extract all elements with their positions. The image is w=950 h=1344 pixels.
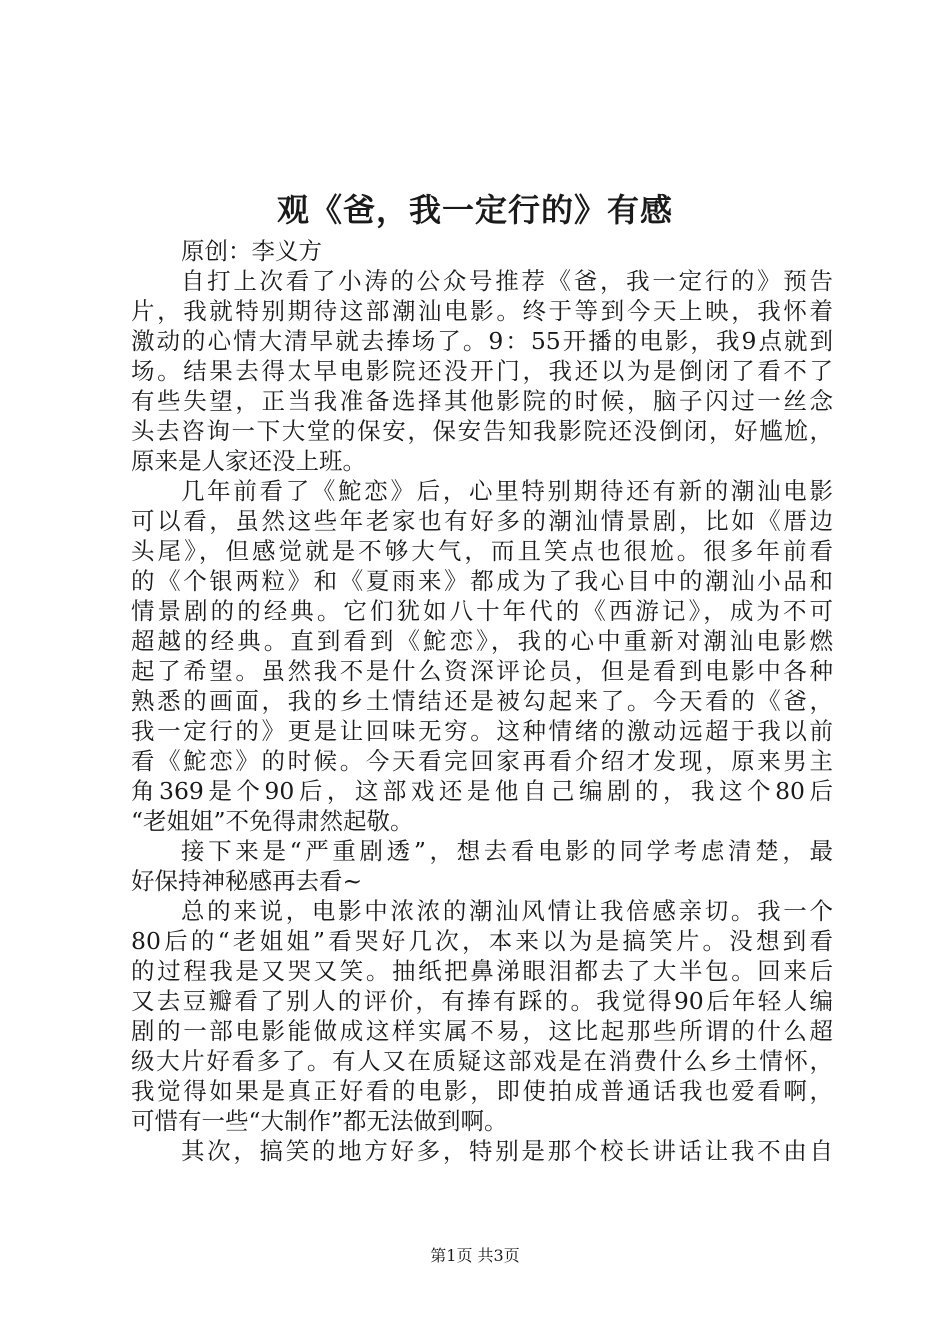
document-body	[131, 236, 833, 1166]
document-title: 观《爸，我一定行的》有感	[276, 191, 673, 229]
text-line: 80后的“老姐姐”看哭好几次，本来以为是搞笑片。没想到看	[131, 927, 833, 955]
text-line: 可以看，虽然这些年老家也有好多的潮汕情景剧，比如《厝边	[131, 507, 833, 535]
text-line: 情景剧的的经典。它们犹如八十年代的《西游记》，成为不可	[131, 597, 833, 625]
text-line: 超越的经典。直到看到《鮀恋》，我的心中重新对潮汕电影燃	[131, 627, 833, 655]
text-line: 接下来是“严重剧透”，想去看电影的同学考虑清楚，最	[181, 837, 833, 865]
text-line: 角369是个90后，这部戏还是他自己编剧的，我这个80后	[131, 777, 833, 805]
text-line: 头尾》，但感觉就是不够大气，而且笑点也很尬。很多年前看	[131, 537, 833, 565]
text-line: 原来是人家还没上班。	[131, 447, 366, 475]
text-line: 可惜有一些“大制作”都无法做到啊。	[131, 1107, 508, 1135]
text-line: 激动的心情大清早就去捧场了。9：55开播的电影，我9点就到	[131, 327, 833, 355]
text-line: 好保持神秘感再去看~	[131, 867, 363, 895]
text-line: 有些失望，正当我准备选择其他影院的时候，脑子闪过一丝念	[131, 387, 833, 415]
text-line: 场。结果去得太早电影院还没开门，我还以为是倒闭了看不了	[131, 357, 833, 385]
text-line: 又去豆瓣看了别人的评价，有捧有踩的。我觉得90后年轻人编	[131, 987, 833, 1015]
page-number-footer: 第1页 共3页	[430, 1246, 520, 1265]
text-line: 几年前看了《鮀恋》后，心里特别期待还有新的潮汕电影	[181, 477, 833, 505]
text-line: 起了希望。虽然我不是什么资深评论员，但是看到电影中各种	[131, 657, 833, 685]
text-line: 级大片好看多了。有人又在质疑这部戏是在消费什么乡土情怀，	[131, 1047, 833, 1075]
text-line: 的《个银两粒》和《夏雨来》都成为了我心目中的潮汕小品和	[131, 567, 833, 595]
text-line: 熟悉的画面，我的乡土情结还是被勾起来了。今天看的《爸，	[131, 687, 833, 715]
text-line: “老姐姐”不免得肃然起敬。	[131, 807, 414, 835]
text-line: 看《鮀恋》的时候。今天看完回家再看介绍才发现，原来男主	[131, 747, 833, 775]
text-line: 总的来说，电影中浓浓的潮汕风情让我倍感亲切。我一个	[181, 897, 833, 925]
text-line: 片，我就特别期待这部潮汕电影。终于等到今天上映，我怀着	[131, 297, 833, 325]
text-line: 自打上次看了小涛的公众号推荐《爸，我一定行的》预告	[181, 267, 833, 295]
text-line: 其次，搞笑的地方好多，特别是那个校长讲话让我不由自	[181, 1137, 833, 1165]
text-line: 头去咨询一下大堂的保安，保安告知我影院还没倒闭，好尴尬，	[131, 417, 833, 445]
text-line: 的过程我是又哭又笑。抽纸把鼻涕眼泪都去了大半包。回来后	[131, 957, 833, 985]
text-line: 剧的一部电影能做成这样实属不易，这比起那些所谓的什么超	[131, 1017, 833, 1045]
text-line: 我一定行的》更是让回味无穷。这种情绪的激动远超于我以前	[131, 717, 833, 745]
text-line: 我觉得如果是真正好看的电影，即使拍成普通话我也爱看啊，	[131, 1077, 833, 1105]
text-line: 原创：李义方	[181, 237, 322, 265]
